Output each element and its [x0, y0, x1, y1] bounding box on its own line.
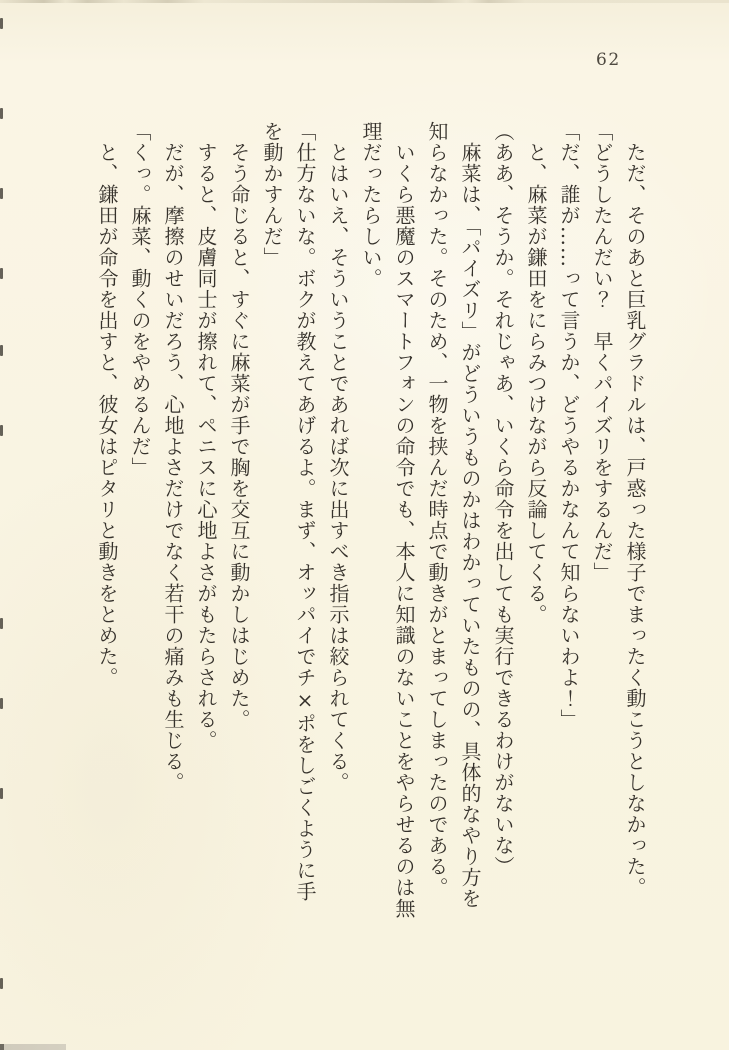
novel-paragraph: そう命じると、すぐに麻菜が手で胸を交互に動かしはじめた。 — [227, 142, 251, 730]
page-number: 62 — [596, 50, 621, 70]
novel-paragraph: 「どうしたんだい？ 早くパイズリをするんだ」 — [590, 121, 614, 583]
scan-speck — [0, 268, 3, 279]
scan-speck — [0, 108, 3, 119]
scan-speck — [0, 618, 3, 629]
scan-speck — [0, 188, 3, 199]
novel-paragraph: いくら悪魔のスマートフォンの命令でも、本人に知識のないことをやらせるのは無理だったらしい。 — [359, 121, 416, 919]
scan-speck — [0, 788, 3, 799]
novel-paragraph: だが、摩擦のせいだろう、心地よさだけでなく若干の痛みも生じる。 — [161, 142, 185, 793]
scan-speck — [0, 18, 3, 29]
novel-paragraph: （ああ、そうか。それじゃあ、いくら命令を出しても実行できるわけがないな） — [491, 121, 515, 877]
scan-speck — [0, 698, 3, 709]
novel-paragraph: ただ、そのあと巨乳グラドルは、戸惑った様子でまったく動こうとしなかった。 — [623, 142, 647, 898]
novel-paragraph: とはいえ、そういうことであれば次に出すべき指示は絞られてくる。 — [326, 142, 350, 793]
scan-corner-mark — [0, 1044, 66, 1050]
novel-paragraph: 「くっ。麻菜、動くのをやめるんだ」 — [128, 121, 152, 478]
novel-paragraph: 麻菜は、「パイズリ」がどういうものかはわかっていたものの、具体的なやり方を知らなかった。そのため、一物を挟んだ時点で動きがとまってしまったのである。 — [425, 121, 482, 909]
novel-paragraph: 「仕方ないな。ボクが教えてあげるよ。まず、オッパイでチ×ポをしごくように手を動かすんだ」 — [260, 121, 317, 902]
scan-edge-shadow-top — [0, 0, 729, 3]
novel-paragraph: すると、皮膚同士が擦れて、ペニスに心地よさがもたらされる。 — [194, 142, 218, 751]
novel-paragraph: 「だ、誰が……って言うか、どうやるかなんて知らないわよ！」 — [557, 121, 581, 730]
scan-speck — [0, 345, 3, 356]
novel-paragraph: と、麻菜が鎌田をにらみつけながら反論してくる。 — [524, 142, 548, 625]
scan-speck — [0, 978, 3, 989]
vertical-text-block — [71, 121, 651, 921]
scan-speck — [0, 425, 3, 436]
novel-paragraph: と、鎌田が命令を出すと、彼女はピタリと動きをとめた。 — [95, 142, 119, 688]
